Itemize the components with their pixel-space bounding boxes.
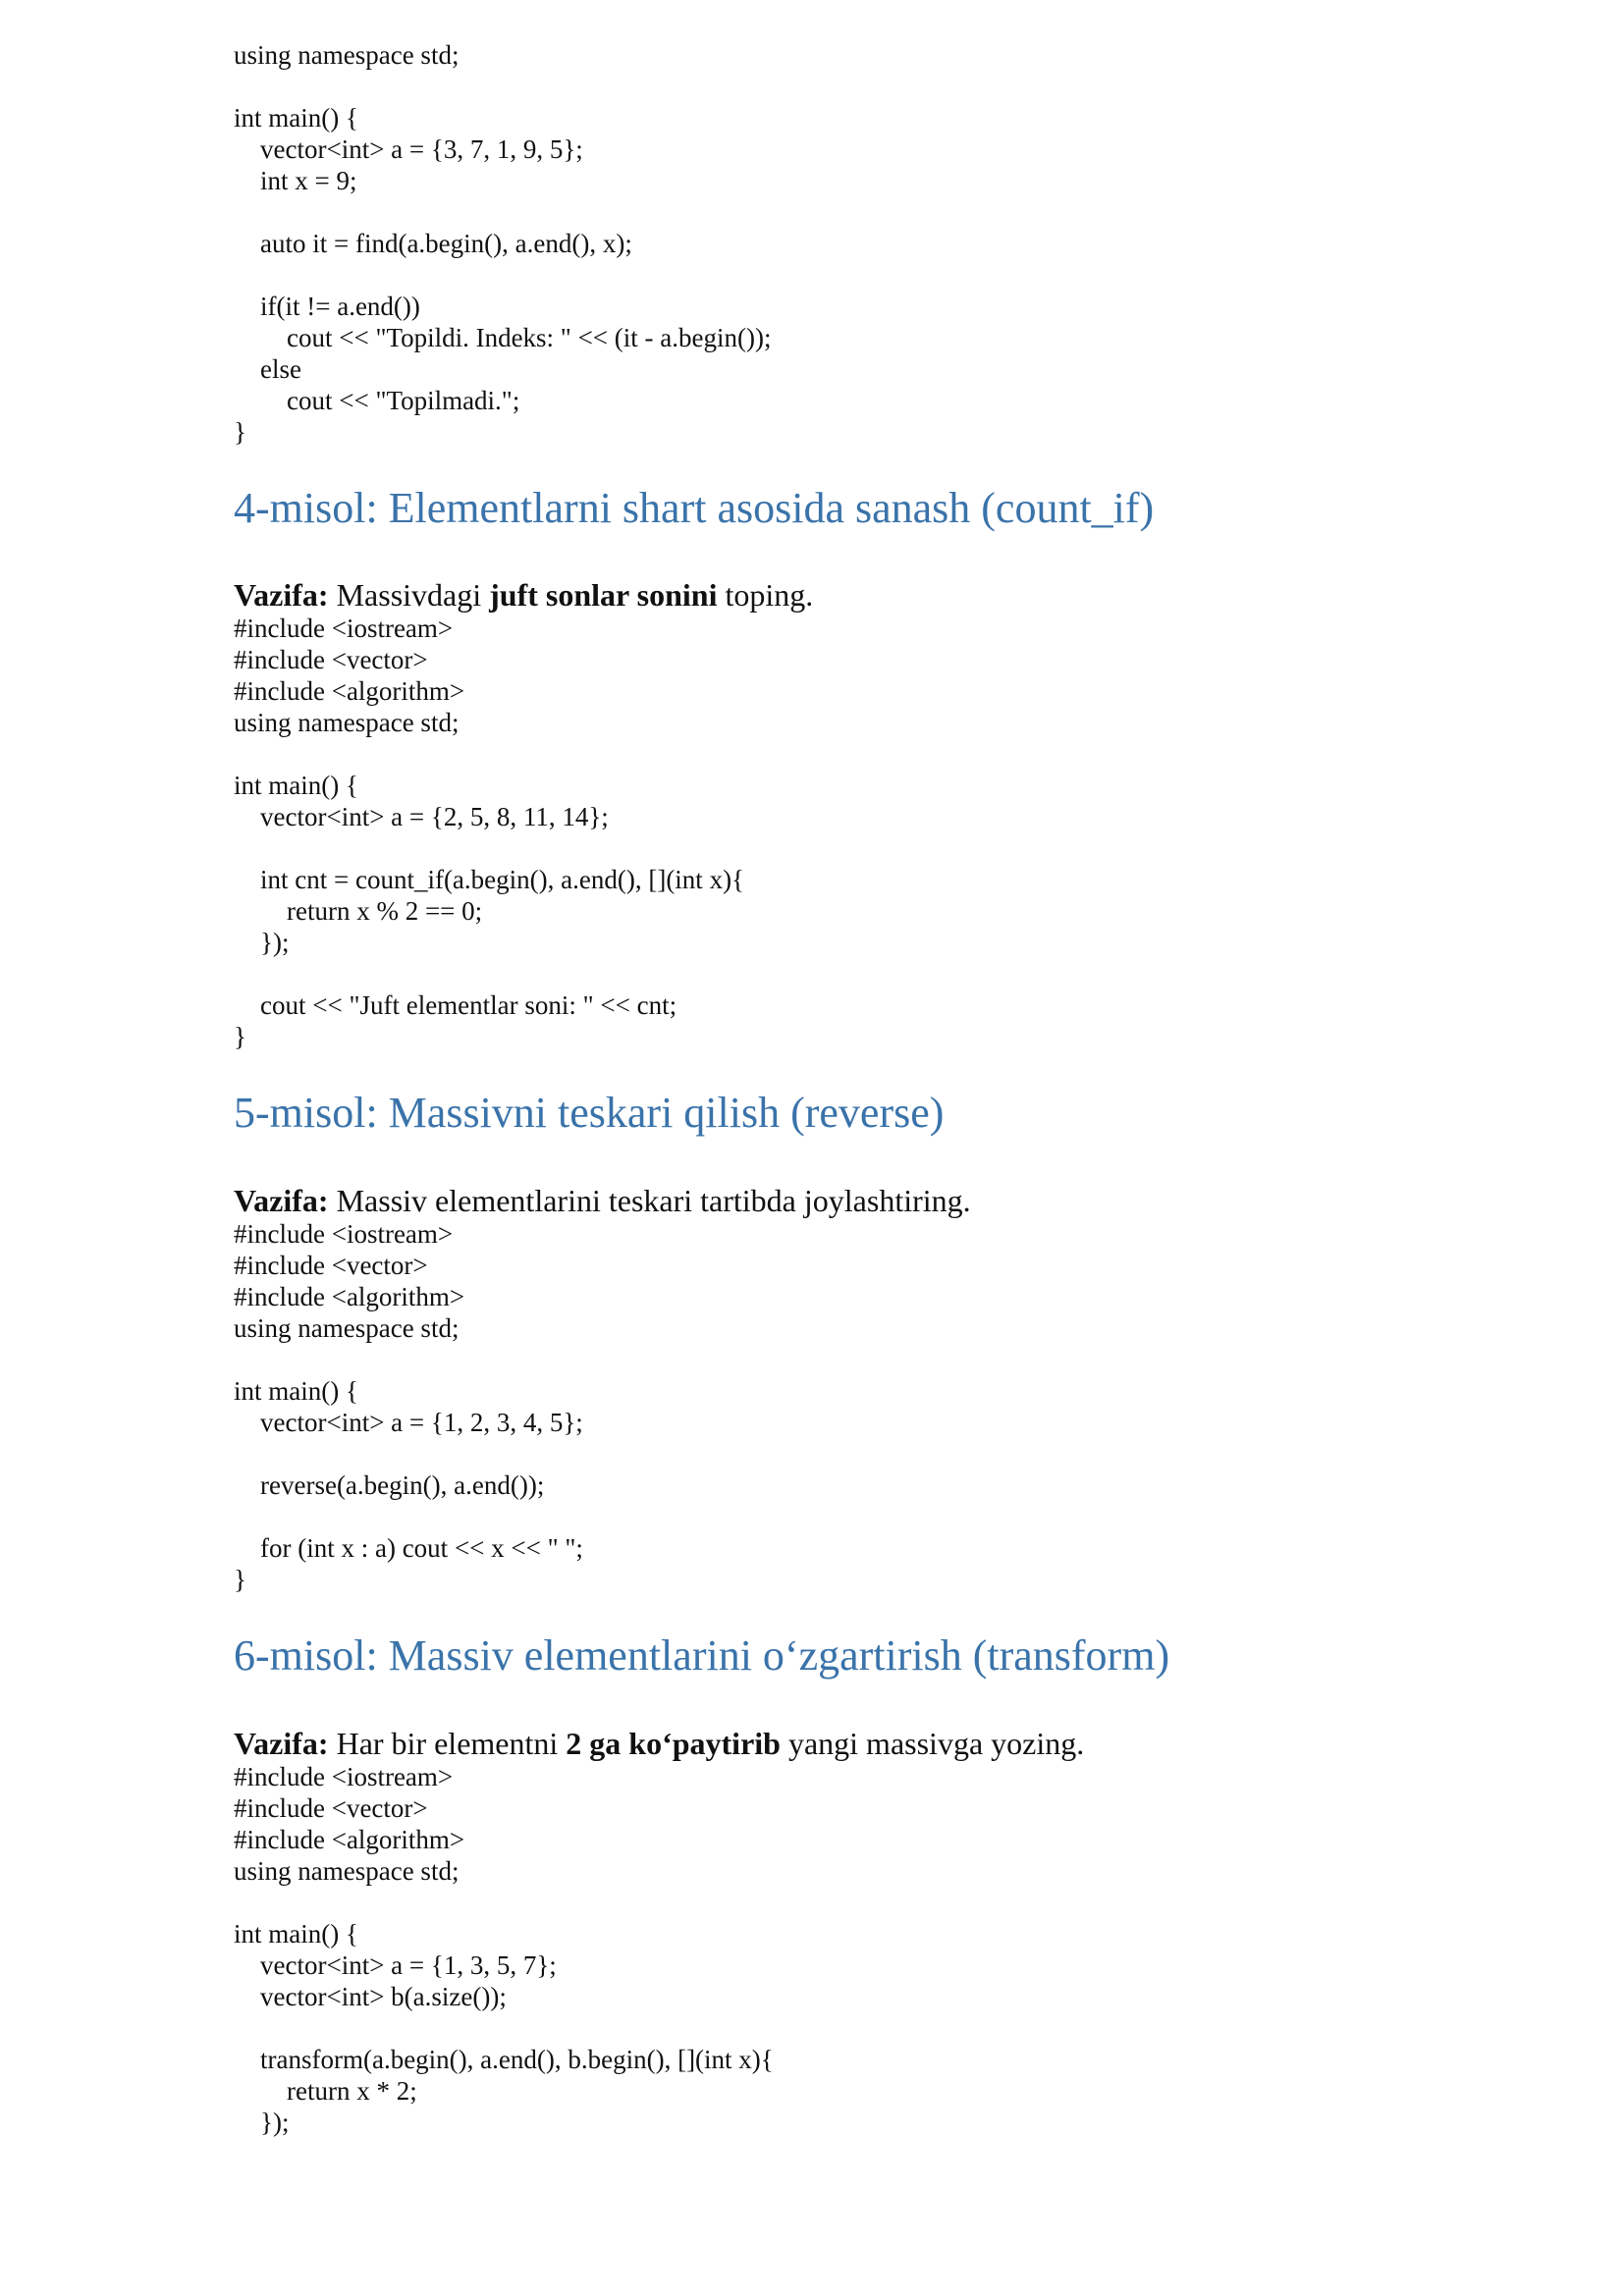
code-line: #include <algorithm>: [234, 1282, 465, 1311]
code-line: [234, 259, 1392, 291]
section-heading-reverse: 5-misol: Massivni teskari qilish (reverse): [234, 1089, 945, 1137]
code-line: }: [234, 417, 246, 447]
code-line: else: [234, 354, 301, 384]
task-part: yangi massivga yozing.: [780, 1726, 1085, 1761]
code-line: [234, 958, 1392, 989]
code-line: [234, 1344, 1392, 1375]
code-line: reverse(a.begin(), a.end());: [234, 1470, 545, 1500]
code-line: using namespace std;: [234, 1313, 460, 1343]
code-block-transform: [234, 1761, 1392, 2138]
code-line: #include <vector>: [234, 1793, 428, 1823]
code-line: int main() {: [234, 1376, 358, 1406]
code-line: using namespace std;: [234, 40, 460, 70]
section-heading-transform: 6-misol: Massiv elementlarini o‘zgartirish (transform): [234, 1631, 1170, 1680]
code-line: #include <algorithm>: [234, 676, 465, 706]
code-line: [234, 196, 1392, 228]
code-line: for (int x : a) cout << x << " ";: [234, 1533, 583, 1563]
code-line: auto it = find(a.begin(), a.end(), x);: [234, 229, 632, 258]
section-heading-count-if: 4-misol: Elementlarni shart asosida sanash (count_if): [234, 484, 1155, 532]
code-line: [234, 71, 1392, 102]
code-line: return x % 2 == 0;: [234, 896, 483, 926]
task-statement-count-if: [234, 577, 1392, 613]
code-line: vector<int> a = {3, 7, 1, 9, 5};: [234, 134, 583, 164]
code-line: #include <algorithm>: [234, 1825, 465, 1854]
code-line: return x * 2;: [234, 2076, 417, 2106]
code-line: transform(a.begin(), a.end(), b.begin(), [](int x){: [234, 2045, 774, 2074]
task-part: Vazifa:: [234, 577, 329, 613]
task-part: Vazifa:: [234, 1726, 329, 1761]
code-line: if(it != a.end()): [234, 292, 420, 321]
code-line: [234, 738, 1392, 770]
code-line: }: [234, 1565, 246, 1594]
code-line: });: [234, 928, 290, 957]
task-part: juft sonlar sonini: [489, 577, 718, 613]
code-line: vector<int> b(a.size());: [234, 1982, 507, 2011]
code-line: [234, 1887, 1392, 1918]
code-line: vector<int> a = {2, 5, 8, 11, 14};: [234, 802, 609, 831]
code-line: [234, 832, 1392, 864]
code-line: int main() {: [234, 771, 358, 800]
code-line: vector<int> a = {1, 2, 3, 4, 5};: [234, 1408, 583, 1437]
code-line: cout << "Topildi. Indeks: " << (it - a.begin());: [234, 323, 772, 352]
task-statement-reverse: [234, 1183, 1392, 1218]
code-line: int cnt = count_if(a.begin(), a.end(), [](int x){: [234, 865, 745, 894]
code-block-reverse: [234, 1218, 1392, 1595]
task-part: Har bir elementni: [328, 1726, 567, 1761]
code-line: using namespace std;: [234, 708, 460, 737]
code-line: #include <vector>: [234, 645, 428, 674]
task-part: 2 ga ko‘paytirib: [566, 1726, 781, 1761]
code-line: cout << "Juft elementlar soni: " << cnt;: [234, 990, 677, 1020]
code-line: [234, 2012, 1392, 2044]
code-line: cout << "Topilmadi.";: [234, 386, 520, 415]
code-line: #include <vector>: [234, 1251, 428, 1280]
code-line: int main() {: [234, 103, 358, 133]
document-page: [234, 0, 1392, 2296]
task-part: Massiv elementlarini teskari tartibda joylashtiring.: [328, 1183, 971, 1218]
code-line: [234, 1438, 1392, 1469]
code-line: [234, 1501, 1392, 1532]
code-line: vector<int> a = {1, 3, 5, 7};: [234, 1950, 557, 1980]
code-line: #include <iostream>: [234, 614, 454, 643]
code-line: }: [234, 1022, 246, 1051]
code-line: #include <iostream>: [234, 1219, 454, 1249]
task-part: Vazifa:: [234, 1183, 329, 1218]
code-line: int main() {: [234, 1919, 358, 1949]
code-block-count-if: [234, 613, 1392, 1052]
task-statement-transform: [234, 1726, 1392, 1761]
task-part: toping.: [717, 577, 814, 613]
code-block-find: [234, 39, 1392, 448]
code-line: });: [234, 2108, 290, 2137]
task-part: Massivdagi: [328, 577, 490, 613]
code-line: #include <iostream>: [234, 1762, 454, 1791]
code-line: using namespace std;: [234, 1856, 460, 1886]
code-line: int x = 9;: [234, 166, 357, 195]
